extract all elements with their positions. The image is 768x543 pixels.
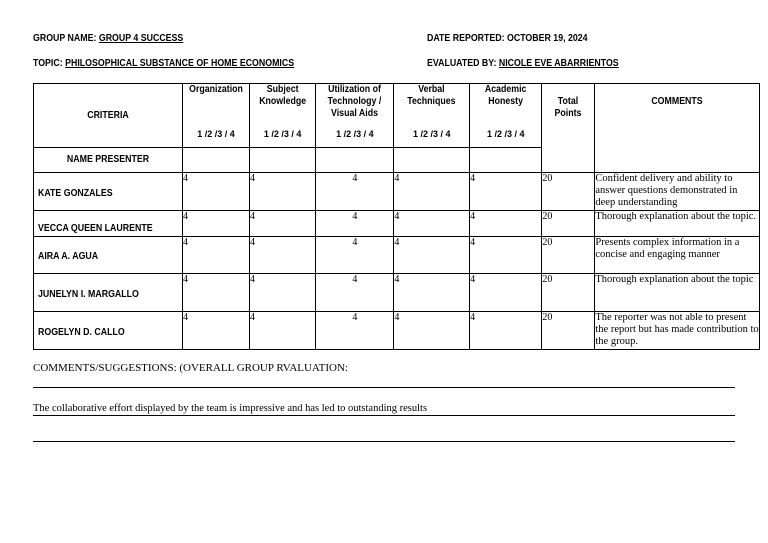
topic-label: TOPIC:: [33, 58, 63, 69]
total-cell: 20: [542, 173, 595, 211]
comment-line-2: [33, 415, 735, 416]
score-cell: 4: [316, 211, 394, 237]
score-cell: 4: [183, 312, 250, 350]
score-cell: 4: [250, 173, 316, 211]
table-row: [34, 237, 760, 274]
evaluator-label: EVALUATED BY:: [427, 58, 497, 69]
score-cell: 4: [470, 211, 542, 237]
score-cell: 4: [183, 173, 250, 211]
score-cell: 4: [250, 274, 316, 312]
overall-feedback: The collaborative effort displayed by the team is impressive and has led to outstanding results: [33, 403, 428, 414]
comment-cell: Thorough explanation about the topic.: [595, 211, 760, 237]
criteria-scale: 1 /2 /3 / 4: [487, 129, 525, 139]
total-cell: 20: [542, 274, 595, 312]
score-cell: 4: [470, 173, 542, 211]
criteria-header: CRITERIA: [34, 84, 183, 148]
criteria-header-row: [34, 84, 760, 148]
score-cell: 4: [250, 211, 316, 237]
score-cell: 4: [470, 237, 542, 274]
table-row: [34, 173, 760, 211]
criteria-scale: 1 /2 /3 / 4: [336, 129, 374, 139]
table-row: [34, 312, 760, 350]
comments-header: COMMENTS: [595, 84, 760, 173]
total-cell: 20: [542, 211, 595, 237]
criteria-name: Verbal Techniques: [407, 84, 456, 107]
score-cell: 4: [316, 237, 394, 274]
criteria-name: Utilization of Technology / Visual Aids: [328, 84, 382, 119]
score-cell: 4: [183, 274, 250, 312]
presenter-name: VECCA QUEEN LAURENTE: [34, 211, 183, 237]
presenter-name: AIRA A. AGUA: [34, 237, 183, 274]
criteria-name: Subject Knowledge: [259, 84, 307, 107]
score-cell: 4: [316, 274, 394, 312]
criteria-name: Academic Honesty: [484, 84, 527, 107]
comment-cell: The reporter was not able to present the report but has made contribution to the group.: [595, 312, 760, 350]
criteria-subject-knowledge: [250, 84, 316, 148]
presenter-name: KATE GONZALES: [34, 173, 183, 211]
score-cell: 4: [183, 211, 250, 237]
evaluator-value: NICOLE EVE ABARRIENTOS: [498, 58, 619, 69]
total-cell: 20: [542, 312, 595, 350]
presenter-name: JUNELYN I. MARGALLO: [34, 274, 183, 312]
score-cell: 4: [316, 312, 394, 350]
table-row: [34, 274, 760, 312]
criteria-academic-honesty: [470, 84, 542, 148]
topic-line: [33, 58, 294, 69]
table-row: [34, 211, 760, 237]
comment-line-1: [33, 387, 735, 388]
criteria-scale: 1 /2 /3 / 4: [412, 129, 451, 139]
comment-cell: Confident delivery and ability to answer questions demonstrated in deep understanding: [595, 173, 760, 211]
topic-value: PHILOSOPHICAL SUBSTANCE OF HOME ECONOMICS: [65, 58, 295, 69]
comment-cell: Thorough explanation about the topic: [595, 274, 760, 312]
criteria-name: Organization: [189, 84, 243, 95]
score-cell: 4: [250, 312, 316, 350]
criteria-technology: [316, 84, 394, 148]
score-cell: 4: [394, 312, 470, 350]
criteria-verbal-techniques: [394, 84, 470, 148]
score-cell: 4: [394, 211, 470, 237]
score-cell: 4: [394, 173, 470, 211]
presenter-name: ROGELYN D. CALLO: [34, 312, 183, 350]
date-reported: DATE REPORTED: OCTOBER 19, 2024: [427, 33, 588, 44]
evaluated-by-line: [427, 58, 619, 69]
criteria-organization: [183, 84, 250, 148]
comment-line-3: [33, 441, 735, 442]
comment-cell: Presents complex information in a concise and engaging manner: [595, 237, 760, 274]
name-presenter-header: NAME PRESENTER: [34, 148, 183, 173]
score-cell: 4: [470, 274, 542, 312]
group-name-value: GROUP 4 SUCCESS: [98, 33, 184, 44]
criteria-scale: 1 /2 /3 / 4: [263, 129, 302, 139]
criteria-scale: 1 /2 /3 / 4: [197, 129, 235, 139]
score-cell: 4: [470, 312, 542, 350]
score-cell: 4: [250, 237, 316, 274]
score-cell: 4: [394, 274, 470, 312]
total-points-header: Total Points: [542, 84, 595, 173]
group-name-label: GROUP NAME:: [33, 33, 97, 44]
evaluation-table: [33, 83, 760, 350]
comments-suggestions-label: COMMENTS/SUGGESTIONS: (OVERALL GROUP RVALUATION:: [33, 362, 348, 374]
score-cell: 4: [394, 237, 470, 274]
score-cell: 4: [316, 173, 394, 211]
total-cell: 20: [542, 237, 595, 274]
group-name-line: [33, 33, 183, 44]
score-cell: 4: [183, 237, 250, 274]
